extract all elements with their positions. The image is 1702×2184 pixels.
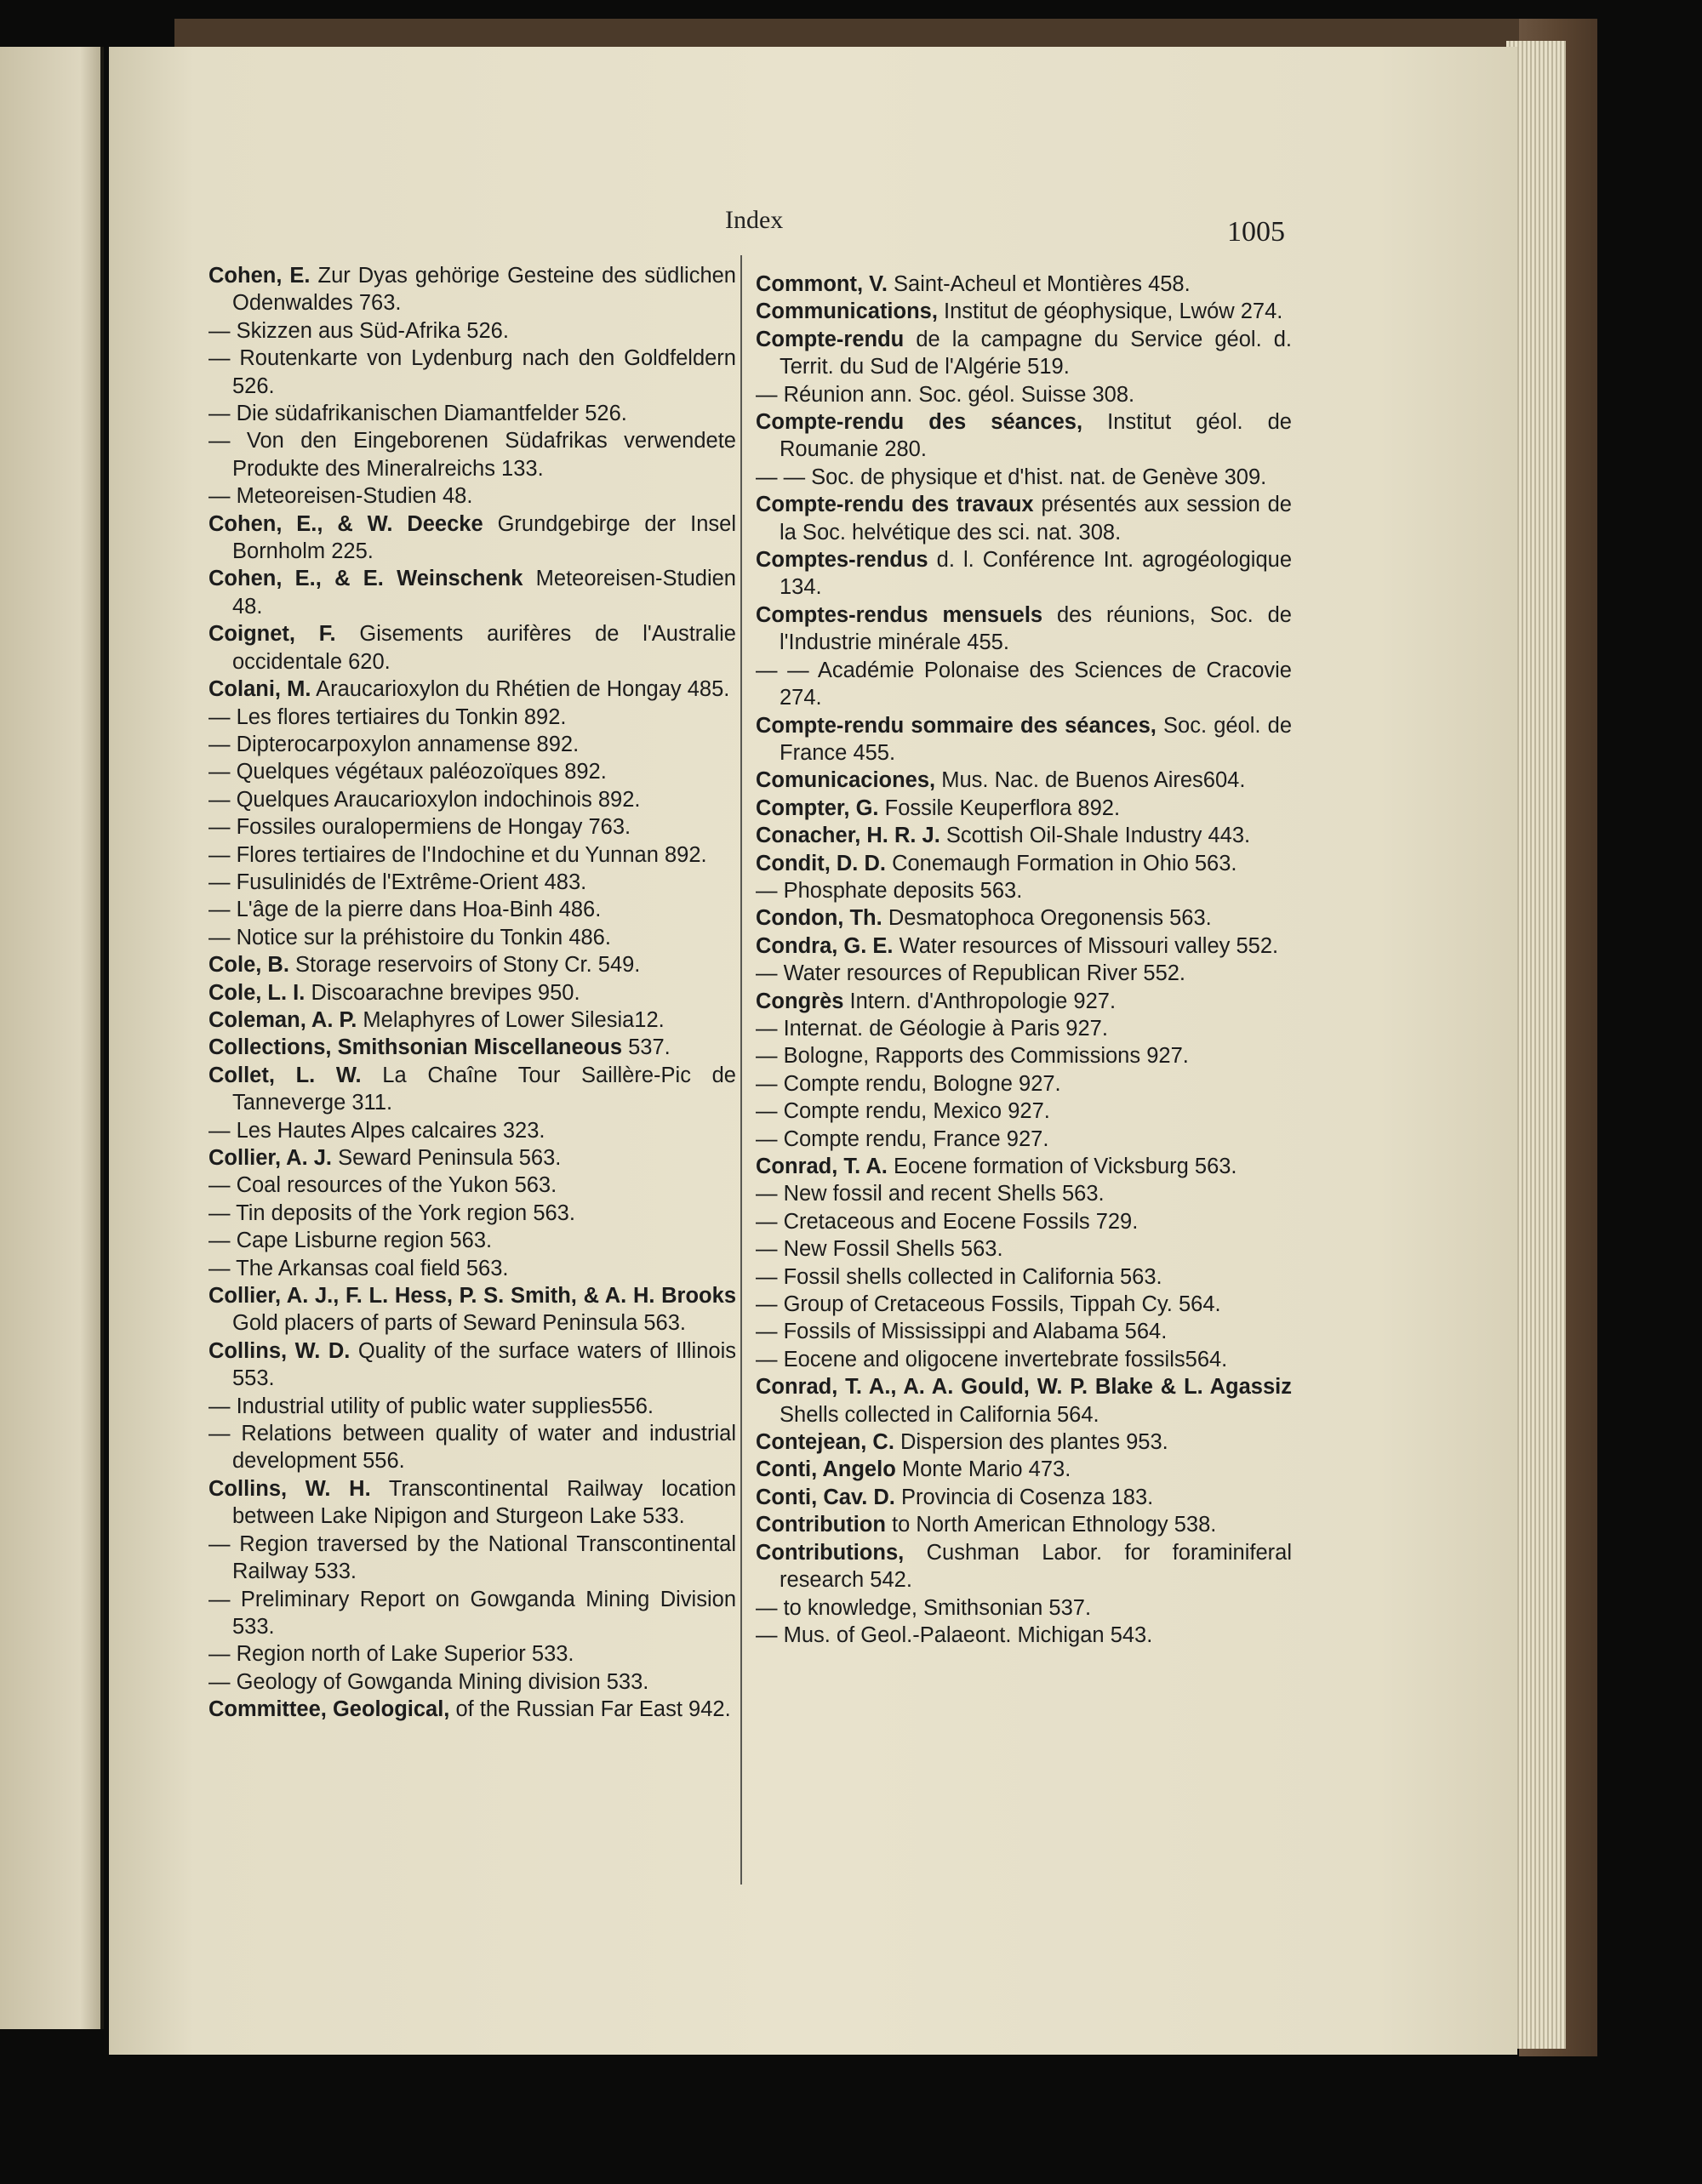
entry-heading: Condon, Th. xyxy=(756,906,882,931)
entry-heading: Compte-rendu des travaux xyxy=(756,493,1034,517)
index-entry xyxy=(208,1062,736,1117)
index-entry xyxy=(208,1144,736,1172)
entry-text: — Meteoreisen-Studien 48. xyxy=(208,484,473,509)
index-entry xyxy=(208,1475,736,1531)
index-entry xyxy=(208,317,736,345)
entry-text: Zur Dyas gehörige Gesteine des südlichen Odenwaldes 763. xyxy=(232,264,736,316)
index-entry xyxy=(208,1668,736,1696)
entry-heading: Collier, A. J. xyxy=(208,1146,333,1170)
entry-text: Scottish Oil-Shale Industry 443. xyxy=(945,824,1251,848)
entry-text: — Notice sur la préhistoire du Tonkin 486. xyxy=(208,925,611,949)
index-entry xyxy=(208,786,736,813)
entry-text: — Quelques végétaux paléozoïques 892. xyxy=(208,760,607,784)
index-entry xyxy=(756,932,1292,960)
index-entry xyxy=(756,795,1292,822)
entry-text: des réunions, Soc. de l'Industrie minérale 455. xyxy=(780,602,1292,655)
index-entry xyxy=(756,988,1292,1015)
entry-heading: Collections, Smithsonian Miscellaneous xyxy=(208,1035,623,1060)
index-entry xyxy=(208,620,736,676)
index-entry xyxy=(756,1539,1292,1594)
index-entry xyxy=(756,1098,1292,1125)
index-entry xyxy=(208,979,736,1006)
entry-text: — Tin deposits of the York region 563. xyxy=(208,1200,575,1225)
index-entry xyxy=(756,1126,1292,1153)
entry-text: — Quelques Araucarioxylon indochinois 892. xyxy=(208,787,641,812)
index-entry xyxy=(208,758,736,785)
index-entry xyxy=(208,482,736,510)
entry-heading: Compte-rendu sommaire des séances, xyxy=(756,713,1157,738)
index-entry xyxy=(756,1318,1292,1345)
index-entry xyxy=(208,1337,736,1393)
index-entry xyxy=(756,657,1292,712)
entry-heading: Condit, D. D. xyxy=(756,851,886,875)
entry-text: — Region north of Lake Superior 533. xyxy=(208,1642,574,1667)
index-entry xyxy=(208,345,736,400)
entry-heading: Conrad, T. A., A. A. Gould, W. P. Blake & L. Agassiz xyxy=(756,1375,1292,1400)
entry-text: — Cape Lisburne region 563. xyxy=(208,1229,493,1253)
index-entry xyxy=(208,1227,736,1254)
index-entry xyxy=(756,850,1292,877)
entry-heading: Colani, M. xyxy=(208,677,311,702)
entry-heading: Cohen, E., & W. Deecke xyxy=(208,511,483,536)
entry-text: — — Soc. de physique et d'hist. nat. de Genève 309. xyxy=(756,465,1267,489)
index-entry xyxy=(756,877,1292,904)
entry-text: — Compte rendu, Bologne 927. xyxy=(756,1071,1061,1096)
entry-text: — Cretaceous and Eocene Fossils 729. xyxy=(756,1209,1139,1234)
entry-text: — Region traversed by the National Transcontinental Railway 533. xyxy=(208,1531,736,1584)
entry-heading: Coleman, A. P. xyxy=(208,1007,357,1032)
entry-text: — Fossiles ouralopermiens de Hongay 763. xyxy=(208,815,631,840)
index-column-right xyxy=(756,271,1292,1649)
entry-text: — Fossils of Mississippi and Alabama 564. xyxy=(756,1320,1168,1344)
entry-heading: Collet, L. W. xyxy=(208,1063,362,1087)
entry-text: Storage reservoirs of Stony Cr. 549. xyxy=(295,953,641,978)
entry-text: — Von den Eingeborenen Südafrikas verwendete Produkte des Mineralreichs 133. xyxy=(208,429,736,481)
entry-text: d. l. Conférence Int. agrogéologique 134. xyxy=(780,548,1292,600)
entry-text: — Flores tertiaires de l'Indochine et du Yunnan 892. xyxy=(208,842,707,867)
entry-text: — Phosphate deposits 563. xyxy=(756,878,1023,903)
entry-text: — Relations between quality of water and industrial development 556. xyxy=(208,1422,736,1474)
entry-heading: Compter, G. xyxy=(756,795,879,820)
index-entry xyxy=(208,1255,736,1282)
entry-text: Meteoreisen-Studien 48. xyxy=(232,567,736,619)
entry-text: — Coal resources of the Yukon 563. xyxy=(208,1173,557,1198)
index-entry xyxy=(756,767,1292,794)
index-entry xyxy=(756,1622,1292,1649)
index-entry xyxy=(756,1235,1292,1263)
index-entry xyxy=(208,813,736,841)
entry-heading: Conti, Cav. D. xyxy=(756,1485,895,1509)
entry-text: — Water resources of Republican River 552. xyxy=(756,961,1186,986)
index-entry xyxy=(756,1015,1292,1042)
entry-heading: Collins, W. D. xyxy=(208,1338,351,1363)
entry-heading: Cohen, E., & E. Weinschenk xyxy=(208,567,523,591)
index-entry xyxy=(756,1208,1292,1235)
entry-text: Desmatophoca Oregonensis 563. xyxy=(888,906,1212,931)
entry-text: Eocene formation of Vicksburg 563. xyxy=(894,1155,1237,1178)
index-entry xyxy=(756,1511,1292,1538)
index-entry xyxy=(756,298,1292,325)
index-entry xyxy=(208,1420,736,1475)
entry-text: Quality of the surface waters of Illinois 553. xyxy=(232,1338,736,1391)
entry-text: — Dipterocarpoxylon annamense 892. xyxy=(208,732,580,756)
index-entry xyxy=(756,960,1292,987)
entry-heading: Cole, L. I. xyxy=(208,980,306,1005)
entry-heading: Compte-rendu des séances, xyxy=(756,410,1083,435)
index-entry xyxy=(756,326,1292,381)
entry-heading: Collins, W. H. xyxy=(208,1476,371,1501)
index-entry xyxy=(756,1594,1292,1622)
entry-text: — Bologne, Rapports des Commissions 927. xyxy=(756,1044,1189,1069)
entry-heading: Compte-rendu xyxy=(756,327,905,351)
entry-text: — Die südafrikanischen Diamantfelder 526. xyxy=(208,402,627,426)
index-entry xyxy=(756,1153,1292,1180)
entry-text: Cushman Labor. for foraminiferal research 542. xyxy=(780,1540,1292,1593)
index-entry xyxy=(756,1428,1292,1456)
entry-text: Transcontinental Railway location between Lake Nipigon and Sturgeon Lake 533. xyxy=(232,1476,736,1529)
entry-text: Intern. d'Anthropologie 927. xyxy=(849,989,1117,1013)
entry-text: Soc. géol. de France 455. xyxy=(780,713,1292,765)
entry-text: — L'âge de la pierre dans Hoa-Binh 486. xyxy=(208,898,602,922)
entry-text: — Preliminary Report on Gowganda Mining Division 533. xyxy=(208,1587,736,1639)
entry-text: — Routenkarte von Lydenburg nach den Goldfeldern 526. xyxy=(208,346,736,398)
entry-heading: Committee, Geological, xyxy=(208,1697,450,1722)
entry-text: — Group of Cretaceous Fossils, Tippah Cy. 564. xyxy=(756,1292,1221,1317)
entry-heading: Contejean, C. xyxy=(756,1430,894,1455)
entry-heading: Conrad, T. A. xyxy=(756,1155,888,1178)
index-entry xyxy=(208,1172,736,1199)
entry-heading: Contributions, xyxy=(756,1540,905,1565)
entry-text: — Geology of Gowganda Mining division 533. xyxy=(208,1669,649,1694)
index-entry xyxy=(208,951,736,978)
index-column-left xyxy=(208,262,736,1724)
entry-text: Araucarioxylon du Rhétien de Hongay 485. xyxy=(316,677,730,702)
entry-text: — Eocene and oligocene invertebrate fossils564. xyxy=(756,1347,1228,1371)
entry-text: Water resources of Missouri valley 552. xyxy=(899,933,1279,958)
entry-heading: Cole, B. xyxy=(208,953,289,978)
entry-text: Dispersion des plantes 953. xyxy=(900,1430,1168,1455)
index-entry xyxy=(756,1484,1292,1511)
index-entry xyxy=(756,712,1292,767)
entry-text: Institut de géophysique, Lwów 274. xyxy=(944,299,1283,324)
index-entry xyxy=(208,1696,736,1723)
entry-text: Grundgebirge der Insel Bornholm 225. xyxy=(232,511,737,564)
entry-text: Conemaugh Formation in Ohio 563. xyxy=(892,851,1237,875)
index-entry xyxy=(756,602,1292,657)
entry-heading: Congrès xyxy=(756,989,844,1013)
index-entry xyxy=(756,271,1292,298)
entry-text: to North American Ethnology 538. xyxy=(892,1513,1217,1537)
index-entry xyxy=(756,1373,1292,1428)
index-entry xyxy=(208,869,736,896)
entry-text: — — Académie Polonaise des Sciences de Cracovie 274. xyxy=(756,658,1292,710)
entry-text: — to knowledge, Smithsonian 537. xyxy=(756,1595,1092,1620)
entry-text: Provincia di Cosenza 183. xyxy=(900,1485,1154,1509)
entry-heading: Commont, V. xyxy=(756,272,888,296)
index-entry xyxy=(208,704,736,731)
index-entry xyxy=(208,676,736,703)
entry-text: — Fusulinidés de l'Extrême-Orient 483. xyxy=(208,870,587,894)
index-entry xyxy=(756,464,1292,491)
index-entry xyxy=(756,1263,1292,1291)
index-entry xyxy=(756,822,1292,849)
entry-text: — Fossil shells collected in California 563. xyxy=(756,1264,1162,1289)
entry-text: Institut géol. de Roumanie 280. xyxy=(780,410,1292,462)
entry-heading: Collier, A. J., F. L. Hess, P. S. Smith, & A. H. Brooks xyxy=(208,1284,736,1309)
running-head: Index xyxy=(725,206,784,234)
entry-text: — Compte rendu, France 927. xyxy=(756,1126,1049,1151)
index-entry xyxy=(208,896,736,923)
index-entry xyxy=(756,904,1292,932)
entry-text: 537. xyxy=(628,1035,671,1060)
index-entry xyxy=(208,924,736,951)
entry-text: — New Fossil Shells 563. xyxy=(756,1237,1003,1262)
entry-text: présentés aux session de la Soc. helvétique des sci. nat. 308. xyxy=(780,493,1292,545)
entry-text: Fossile Keuperflora 892. xyxy=(884,795,1121,820)
entry-text: de la campagne du Service géol. d. Territ. du Sud de l'Algérie 519. xyxy=(780,327,1292,379)
index-entry xyxy=(756,1180,1292,1207)
entry-text: Monte Mario 473. xyxy=(901,1457,1071,1482)
entry-text: Gold placers of parts of Seward Peninsula 563. xyxy=(232,1311,686,1336)
entry-text: Seward Peninsula 563. xyxy=(338,1146,562,1170)
facing-page-edge xyxy=(0,47,104,2029)
index-entry xyxy=(756,1291,1292,1318)
entry-text: — Les Hautes Alpes calcaires 323. xyxy=(208,1118,545,1143)
entry-heading: Conti, Angelo xyxy=(756,1457,896,1482)
entry-heading: Contribution xyxy=(756,1513,886,1537)
entry-text: Discoarachne brevipes 950. xyxy=(311,980,580,1005)
column-divider xyxy=(740,255,742,1885)
index-entry xyxy=(208,400,736,427)
index-entry xyxy=(208,841,736,869)
entry-text: — Internat. de Géologie à Paris 927. xyxy=(756,1016,1108,1041)
entry-text: — Mus. of Geol.-Palaeont. Michigan 543. xyxy=(756,1622,1153,1647)
index-entry xyxy=(208,510,736,566)
entry-heading: Cohen, E. xyxy=(208,264,311,288)
entry-text: — Les flores tertiaires du Tonkin 892. xyxy=(208,704,567,729)
index-entry xyxy=(208,1200,736,1227)
page-number: 1005 xyxy=(1227,216,1285,248)
index-entry xyxy=(208,1006,736,1034)
index-entry xyxy=(756,546,1292,602)
entry-text: — Réunion ann. Soc. géol. Suisse 308. xyxy=(756,382,1135,407)
index-entry xyxy=(208,427,736,482)
entry-text: Melaphyres of Lower Silesia12. xyxy=(363,1007,665,1032)
entry-text: — The Arkansas coal field 563. xyxy=(208,1256,509,1280)
index-entry xyxy=(756,1346,1292,1373)
entry-heading: Condra, G. E. xyxy=(756,933,894,958)
entry-heading: Conacher, H. R. J. xyxy=(756,824,940,848)
entry-heading: Comptes-rendus mensuels xyxy=(756,602,1043,627)
index-entry xyxy=(756,408,1292,464)
index-entry xyxy=(208,1282,736,1337)
entry-text: Saint-Acheul et Montières 458. xyxy=(894,272,1191,296)
index-entry xyxy=(756,1042,1292,1069)
index-entry xyxy=(208,1586,736,1641)
index-entry xyxy=(208,1393,736,1420)
entry-heading: Comptes-rendus xyxy=(756,548,928,573)
index-entry xyxy=(208,1640,736,1668)
index-entry xyxy=(208,1117,736,1144)
index-entry xyxy=(208,565,736,620)
entry-text: La Chaîne Tour Saillère-Pic de Tanneverge 311. xyxy=(232,1063,736,1115)
index-entry xyxy=(208,731,736,758)
entry-text: Shells collected in California 564. xyxy=(780,1402,1099,1427)
index-entry xyxy=(208,1034,736,1061)
entry-heading: Communications, xyxy=(756,299,938,324)
index-entry xyxy=(208,1531,736,1586)
index-entry xyxy=(756,491,1292,546)
index-entry xyxy=(756,1456,1292,1483)
entry-text: — Skizzen aus Süd-Afrika 526. xyxy=(208,318,509,343)
index-entry xyxy=(756,381,1292,408)
entry-heading: Comunicaciones, xyxy=(756,768,936,793)
index-entry xyxy=(208,262,736,317)
index-entry xyxy=(756,1070,1292,1098)
entry-text: — Industrial utility of public water supplies556. xyxy=(208,1394,654,1418)
entry-heading: Coignet, F. xyxy=(208,622,336,647)
entry-text: Mus. Nac. de Buenos Aires604. xyxy=(941,768,1246,793)
entry-text: — New fossil and recent Shells 563. xyxy=(756,1182,1105,1206)
entry-text: of the Russian Far East 942. xyxy=(455,1697,731,1722)
entry-text: Gisements aurifères de l'Australie occidentale 620. xyxy=(232,622,736,674)
entry-text: — Compte rendu, Mexico 927. xyxy=(756,1099,1050,1124)
